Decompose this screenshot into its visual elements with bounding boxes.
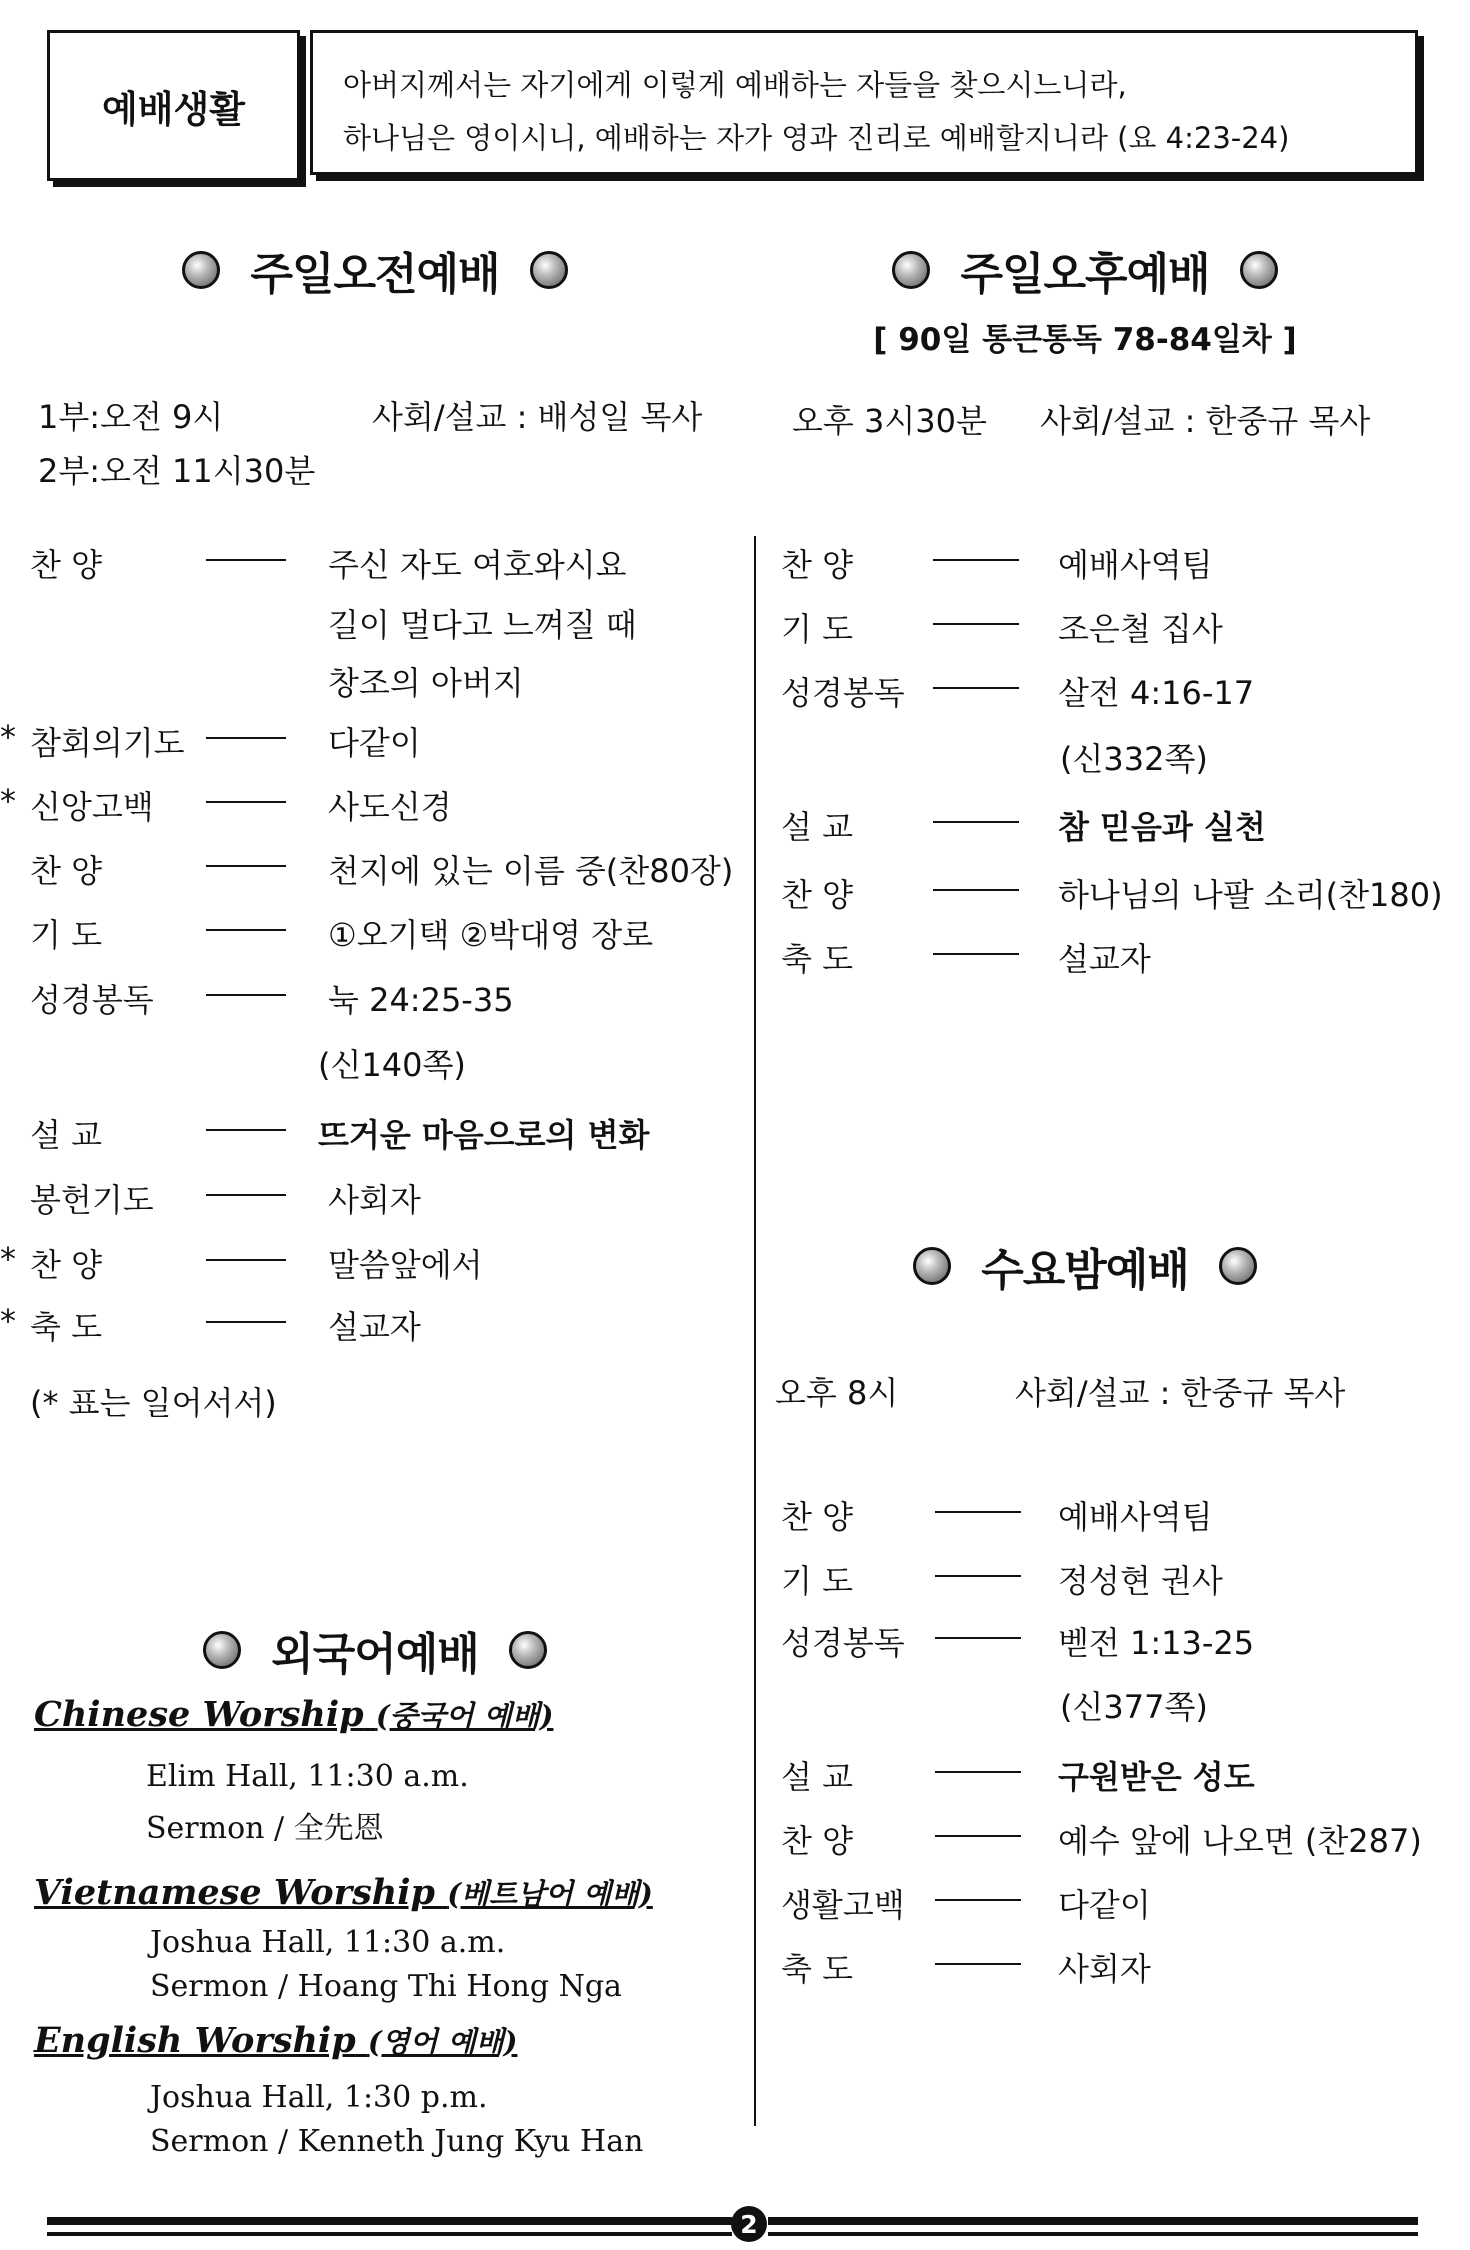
order-value: 벧전 1:13-25 (1058, 1624, 1255, 1662)
order-row (0, 600, 750, 660)
order-value: 주신 자도 여호와시요 (328, 546, 627, 584)
order-value: 살전 4:16-17 (1058, 674, 1255, 712)
order-row (0, 718, 750, 778)
sunday-morning-time-2: 2부:오전 11시30분 (38, 452, 316, 490)
order-value: 예배사역팀 (1058, 1498, 1213, 1536)
sunday-morning-time-1: 1부:오전 9시 (38, 398, 224, 436)
leader-dash (935, 1771, 1021, 1773)
footer-rule-right-thin (768, 2232, 1418, 2236)
order-row (0, 782, 750, 842)
order-row (775, 802, 1470, 862)
verse-line-1: 아버지께서는 자기에게 이렇게 예배하는 자들을 찾으시느니라, (343, 68, 1127, 102)
order-value: 눅 24:25-35 (328, 981, 514, 1019)
order-row (775, 1944, 1470, 2004)
order-label: 찬 양 (30, 852, 102, 890)
order-value: 말씀앞에서 (328, 1246, 483, 1284)
order-value: 하나님의 나팔 소리(찬180) (1058, 876, 1443, 914)
wednesday-time: 오후 8시 (775, 1374, 899, 1412)
order-row (775, 734, 1470, 794)
order-value: (신377쪽) (1060, 1688, 1208, 1726)
order-row (0, 540, 750, 600)
order-value: 창조의 아버지 (328, 664, 524, 702)
sunday-afternoon-subtitle: [ 90일 통큰통독 78-84일차 ] (873, 322, 1297, 358)
footer-rule-left (47, 2217, 732, 2225)
order-value: 조은철 집사 (1058, 610, 1223, 648)
order-value: 다같이 (1058, 1886, 1151, 1924)
order-value: 설교자 (328, 1308, 421, 1346)
order-value: 예배사역팀 (1058, 546, 1213, 584)
chinese-worship-title: Chinese Worship (중국어 예배) (34, 1694, 554, 1735)
bullet-icon (892, 251, 930, 289)
leader-dash (933, 889, 1019, 891)
order-label: 성경봉독 (781, 1624, 905, 1662)
chinese-worship-place: Elim Hall, 11:30 a.m. (146, 1759, 469, 1794)
sunday-afternoon-time: 오후 3시30분 (792, 402, 987, 440)
bullet-icon (203, 1631, 241, 1669)
order-row (0, 1040, 750, 1100)
header-title: 예배생활 (102, 87, 245, 131)
leader-dash (935, 1637, 1021, 1639)
standing-note: (* 표는 일어서서) (30, 1384, 277, 1422)
standing-mark: * (0, 1240, 16, 1278)
order-label: 설 교 (781, 808, 853, 846)
order-row (0, 1240, 750, 1300)
leader-dash (206, 929, 286, 931)
order-value: 길이 멀다고 느껴질 때 (328, 606, 637, 644)
bullet-icon (1240, 251, 1278, 289)
sunday-morning-leader: 사회/설교 : 배성일 목사 (372, 398, 703, 436)
order-value: 예수 앞에 나오면 (찬287) (1058, 1822, 1422, 1860)
foreign-title: 외국어예배 (271, 1629, 479, 1680)
order-value: ①오기택 ②박대영 장로 (328, 916, 654, 954)
order-value: 사회자 (1058, 1950, 1151, 1988)
order-row (775, 870, 1470, 930)
order-row (775, 604, 1470, 664)
order-value: 구원받은 성도 (1058, 1758, 1255, 1796)
header-verse-box (310, 30, 1418, 175)
order-row (775, 1880, 1470, 1940)
leader-dash (933, 953, 1019, 955)
wednesday-title: 수요밤예배 (981, 1245, 1189, 1296)
order-label: 찬 양 (781, 1822, 853, 1860)
wednesday-leader: 사회/설교 : 한중규 목사 (1015, 1374, 1346, 1412)
order-value: 참 믿음과 실천 (1058, 808, 1266, 846)
english-worship-place: Joshua Hall, 1:30 p.m. (150, 2080, 488, 2115)
standing-mark: * (0, 718, 16, 756)
vietnamese-worship-sermon: Sermon / Hoang Thi Hong Nga (150, 1969, 622, 2004)
order-row (775, 1682, 1470, 1742)
order-value: 설교자 (1058, 940, 1151, 978)
order-label: 설 교 (30, 1116, 102, 1154)
page-number: 2 (731, 2206, 767, 2242)
leader-dash (933, 821, 1019, 823)
order-row (775, 1752, 1470, 1812)
order-label: 축 도 (30, 1308, 102, 1346)
sunday-afternoon-heading (860, 238, 1310, 302)
vietnamese-worship-place: Joshua Hall, 11:30 a.m. (150, 1925, 506, 1960)
order-value: 사도신경 (328, 788, 452, 826)
leader-dash (933, 687, 1019, 689)
order-value: 뜨거운 마음으로의 변화 (318, 1116, 650, 1154)
order-label: 신앙고백 (30, 788, 154, 826)
leader-dash (935, 1963, 1021, 1965)
wednesday-heading (860, 1234, 1310, 1298)
order-row (775, 1816, 1470, 1876)
leader-dash (933, 623, 1019, 625)
order-row (0, 910, 750, 970)
order-label: 찬 양 (30, 546, 102, 584)
leader-dash (206, 1129, 286, 1131)
sunday-morning-heading (150, 238, 600, 302)
order-row (0, 1110, 750, 1170)
order-value: 사회자 (328, 1181, 421, 1219)
verse-line-2: 하나님은 영이시니, 예배하는 자가 영과 진리로 예배할지니라 (요 4:23-24) (343, 121, 1290, 155)
order-row (775, 1492, 1470, 1552)
footer-rule-left-thin (47, 2232, 732, 2236)
leader-dash (206, 865, 286, 867)
order-label: 성경봉독 (30, 981, 154, 1019)
order-value: (신140쪽) (318, 1046, 466, 1084)
footer-rule-right (768, 2217, 1418, 2225)
order-value: 다같이 (328, 724, 421, 762)
order-label: 기 도 (781, 1562, 853, 1600)
leader-dash (206, 737, 286, 739)
leader-dash (933, 559, 1019, 561)
bullet-icon (530, 251, 568, 289)
order-row (775, 1556, 1470, 1616)
vietnamese-worship-title: Vietnamese Worship (베트남어 예배) (34, 1872, 653, 1913)
bullet-icon (509, 1631, 547, 1669)
order-row (775, 1618, 1470, 1678)
english-worship-title: English Worship (영어 예배) (34, 2020, 518, 2061)
standing-mark: * (0, 782, 16, 820)
order-value: 정성현 권사 (1058, 1562, 1223, 1600)
order-row (775, 540, 1470, 600)
order-label: 찬 양 (781, 1498, 853, 1536)
order-row (775, 668, 1470, 728)
foreign-heading (150, 1618, 600, 1682)
order-label: 성경봉독 (781, 674, 905, 712)
leader-dash (206, 801, 286, 803)
order-row (0, 846, 750, 906)
standing-mark: * (0, 1302, 16, 1340)
order-label: 기 도 (30, 916, 102, 954)
bullet-icon (913, 1247, 951, 1285)
leader-dash (935, 1511, 1021, 1513)
order-label: 찬 양 (30, 1246, 102, 1284)
bullet-icon (182, 251, 220, 289)
order-label: 찬 양 (781, 876, 853, 914)
order-label: 봉헌기도 (30, 1181, 154, 1219)
order-row (0, 1302, 750, 1362)
leader-dash (206, 1194, 286, 1196)
chinese-worship-sermon: Sermon / 全先恩 (146, 1811, 384, 1846)
leader-dash (206, 1259, 286, 1261)
header-title-box (47, 30, 300, 181)
leader-dash (206, 1321, 286, 1323)
order-label: 기 도 (781, 610, 853, 648)
order-row (0, 658, 750, 718)
order-value: 천지에 있는 이름 중(찬80장) (328, 852, 734, 890)
order-row (775, 934, 1470, 994)
order-label: 축 도 (781, 940, 853, 978)
bullet-icon (1219, 1247, 1257, 1285)
english-worship-sermon: Sermon / Kenneth Jung Kyu Han (150, 2124, 644, 2159)
leader-dash (935, 1899, 1021, 1901)
leader-dash (935, 1575, 1021, 1577)
leader-dash (206, 994, 286, 996)
order-row (0, 975, 750, 1035)
leader-dash (935, 1835, 1021, 1837)
order-label: 설 교 (781, 1758, 853, 1796)
order-label: 참회의기도 (30, 724, 185, 762)
order-label: 생활고백 (781, 1886, 905, 1924)
order-value: (신332쪽) (1060, 740, 1208, 778)
sunday-afternoon-leader: 사회/설교 : 한중규 목사 (1040, 402, 1371, 440)
order-label: 찬 양 (781, 546, 853, 584)
order-label: 축 도 (781, 1950, 853, 1988)
leader-dash (206, 559, 286, 561)
sunday-afternoon-title: 주일오후예배 (960, 249, 1210, 300)
sunday-morning-title: 주일오전예배 (250, 249, 500, 300)
order-row (0, 1175, 750, 1235)
column-divider (754, 536, 756, 2126)
